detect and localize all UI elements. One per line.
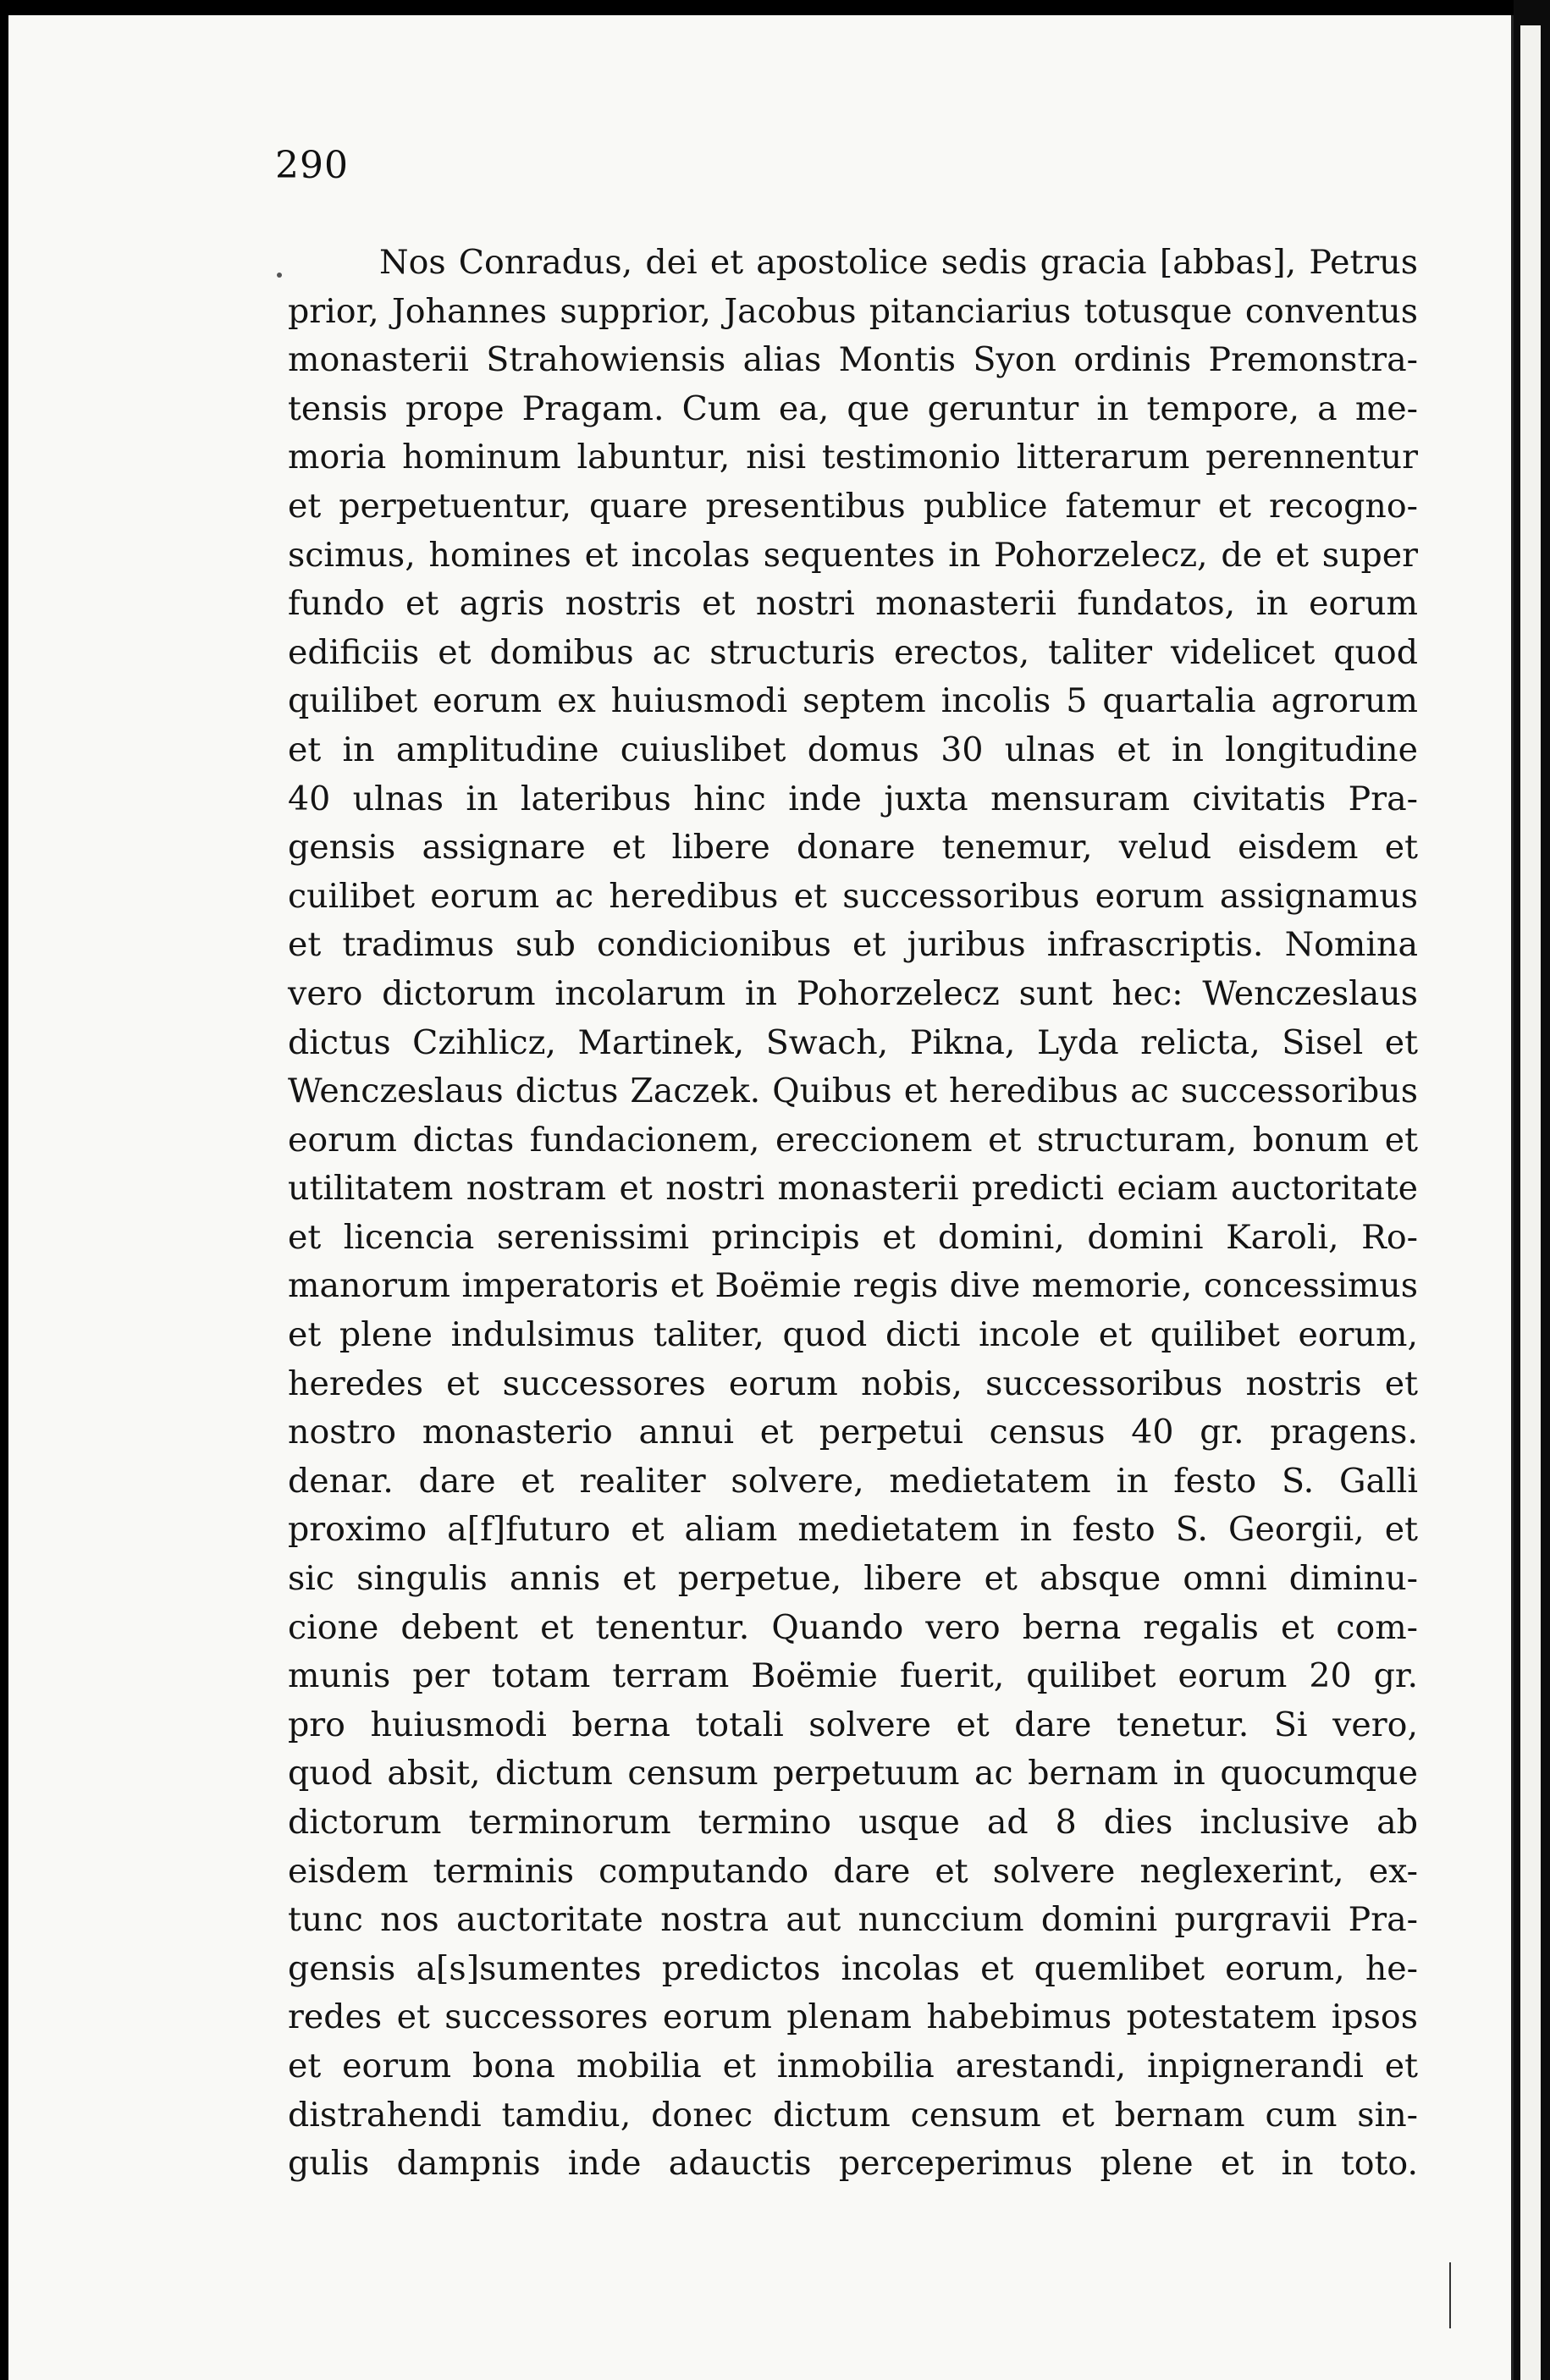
text-line: munis per totam terram Boëmie fuerit, quilibet eorum 20 gr. [288, 1656, 1418, 1696]
text-line: cuilibet eorum ac heredibus et successoribus eorum assignamus [288, 876, 1418, 916]
text-line: eisdem terminis computando dare et solvere neglexerint, ex- [288, 1851, 1418, 1891]
scan-scratch [1449, 2262, 1451, 2328]
text-line: tensis prope Pragam. Cum ea, que geruntur in tempore, a me- [288, 388, 1418, 428]
text-line: nostro monasterio annui et perpetui census 40 gr. pragens. [288, 1413, 1418, 1452]
adjacent-page-edge [1520, 25, 1541, 2380]
text-line: gensis a[s]sumentes predictos incolas et quemlibet eorum, he- [288, 1948, 1418, 1988]
text-line: scimus, homines et incolas sequentes in Pohorzelecz, de et super [288, 535, 1418, 575]
text-line: 40 ulnas in lateribus hinc inde juxta mensuram civitatis Pra- [288, 779, 1418, 818]
text-line: et eorum bona mobilia et inmobilia arestandi, inpignerandi et [288, 2046, 1418, 2085]
text-line: et plene indulsimus taliter, quod dicti incole et quilibet eorum, [288, 1315, 1418, 1355]
text-line: distrahendi tamdiu, donec dictum censum et bernam cum sin- [288, 2095, 1418, 2135]
text-line: moria hominum labuntur, nisi testimonio litterarum perennentur [288, 438, 1418, 477]
text-line: manorum imperatoris et Boëmie regis dive memorie, concessimus [288, 1266, 1418, 1306]
text-line: et licencia serenissimi principis et domini, domini Karoli, Ro- [288, 1217, 1418, 1257]
text-line: et in amplitudine cuiuslibet domus 30 ulnas et in longitudine [288, 730, 1418, 769]
text-line: prior, Johannes supprior, Jacobus pitanciarius totusque conventus [288, 291, 1418, 331]
text-line: Wenczeslaus dictus Zaczek. Quibus et heredibus ac successoribus [288, 1072, 1418, 1111]
page-number: 290 [275, 144, 349, 187]
text-line: eorum dictas fundacionem, ereccionem et structuram, bonum et [288, 1120, 1418, 1160]
text-line: tunc nos auctoritate nostra aut nunccium domini purgravii Pra- [288, 1900, 1418, 1940]
text-line: sic singulis annis et perpetue, libere et absque omni diminu- [288, 1559, 1418, 1599]
text-line: et tradimus sub condicionibus et juribus infrascriptis. Nomina [288, 925, 1418, 965]
text-line: proximo a[f]futuro et aliam medietatem in festo S. Georgii, et [288, 1510, 1418, 1550]
text-line: edificiis et domibus ac structuris erectos, taliter videlicet quod [288, 632, 1418, 672]
text-line: denar. dare et realiter solvere, medietatem in festo S. Galli [288, 1461, 1418, 1501]
text-line: utilitatem nostram et nostri monasterii predicti eciam auctoritate [288, 1169, 1418, 1209]
text-line: dictus Czihlicz, Martinek, Swach, Pikna, Lyda relicta, Sisel et [288, 1022, 1418, 1062]
text-line: monasterii Strahowiensis alias Montis Syon ordinis Premonstra- [288, 340, 1418, 380]
text-line: redes et successores eorum plenam habebimus potestatem ipsos [288, 1997, 1418, 2037]
text-line: gulis dampnis inde adauctis perceperimus plene et in toto. [288, 2144, 1418, 2184]
text-line: heredes et successores eorum nobis, successoribus nostris et [288, 1364, 1418, 1403]
text-line: et perpetuentur, quare presentibus publice fatemur et recogno- [288, 486, 1418, 526]
scan-speck [277, 273, 282, 278]
scan-border-top [0, 0, 1550, 15]
text-line: dictorum terminorum termino usque ad 8 dies inclusive ab [288, 1803, 1418, 1842]
text-line: gensis assignare et libere donare tenemur, velud eisdem et [288, 828, 1418, 868]
text-line: Nos Conradus, dei et apostolice sedis gracia [abbas], Petrus [379, 243, 1418, 282]
text-line: quilibet eorum ex huiusmodi septem incolis 5 quartalia agrorum [288, 681, 1418, 721]
text-line: quod absit, dictum censum perpetuum ac bernam in quocumque [288, 1754, 1418, 1793]
text-line: pro huiusmodi berna totali solvere et dare tenetur. Si vero, [288, 1705, 1418, 1744]
text-line: fundo et agris nostris et nostri monasterii fundatos, in eorum [288, 584, 1418, 624]
text-line: cione debent et tenentur. Quando vero berna regalis et com- [288, 1607, 1418, 1647]
charter-text [288, 239, 1418, 2189]
text-line: vero dictorum incolarum in Pohorzelecz sunt hec: Wenczeslaus [288, 973, 1418, 1013]
